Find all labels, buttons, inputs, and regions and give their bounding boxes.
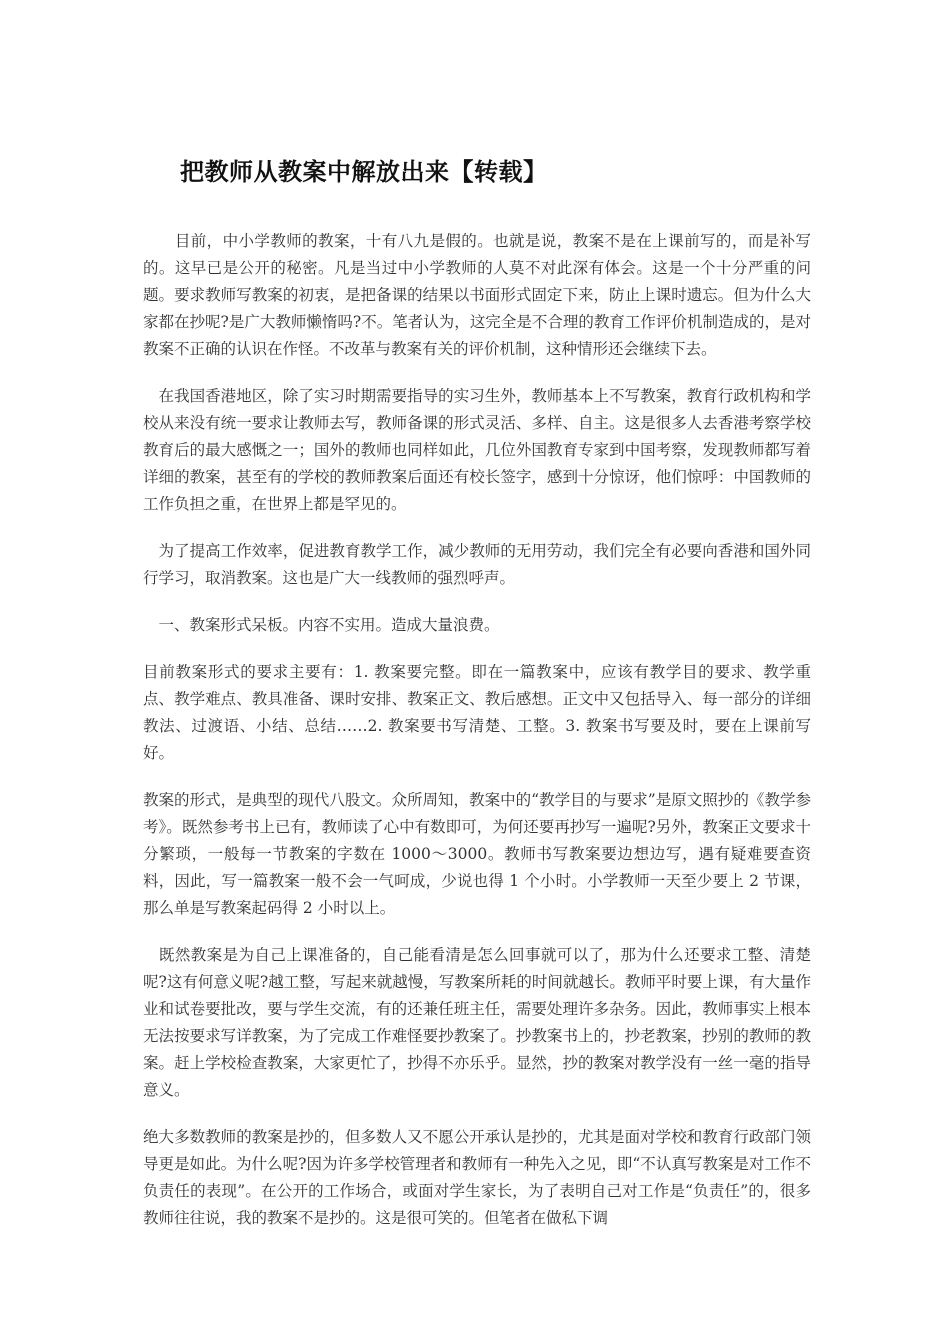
paragraph-efficiency: 为了提高工作效率，促进教育教学工作，减少教师的无用劳动，我们完全有必要向香港和国外同行学习，取消教案。这也是广大一线教师的强烈呼声。 xyxy=(143,542,811,587)
paragraph-hongkong: 在我国香港地区，除了实习时期需要指导的实习生外，教师基本上不写教案，教育行政机构和学校从来没有统一要求让教师去写，教师备课的形式灵活、多样、自主。这是很多人去香港考察学校教育后的最大感慨之一；国外的教师也同样如此，几位外国教育专家到中国考察，发现教师都写着详细的教案，甚至有的学校的教师教案后面还有校长签字，感到十分惊讶，他们惊呼：中国教师的工作负担之重，在世界上都是罕见的。 xyxy=(143,387,811,513)
article-title: 把教师从教案中解放出来【转载】 xyxy=(180,157,548,186)
article-body xyxy=(143,228,811,1252)
paragraph-eight-legged: 教案的形式，是典型的现代八股文。众所周知，教案中的“教学目的与要求”是原文照抄的《教学参考》。既然参考书上已有，教师读了心中有数即可，为何还要再抄写一遍呢?另外，教案正文要求十分繁琐，一般每一节教案的字数在 1000～3000。教师书写教案要边想边写，遇有疑难要查资料，因此，写一篇教案一般不会一气呵成，少说也得 1 个小时。小学教师一天至少要上 2 节课，那么单是写教案起码得 2 小时以上。 xyxy=(143,791,811,917)
paragraph-neatness: 既然教案是为自己上课准备的，自己能看清是怎么回事就可以了，那为什么还要求工整、清楚呢?这有何意义呢?越工整，写起来就越慢，写教案所耗的时间就越长。教师平时要上课，有大量作业和试卷要批改，要与学生交流，有的还兼任班主任，需要处理许多杂务。因此，教师事实上根本无法按要求写详教案，为了完成工作难怪要抄教案了。抄教案书上的，抄老教案，抄别的教师的教案。赶上学校检查教案，大家更忙了，抄得不亦乐乎。显然，抄的教案对教学没有一丝一毫的指导意义。 xyxy=(143,946,811,1099)
paragraph-intro: 目前，中小学教师的教案，十有八九是假的。也就是说，教案不是在上课前写的，而是补写的。这早已是公开的秘密。凡是当过中小学教师的人莫不对此深有体会。这是一个十分严重的问题。要求教师写教案的初衷，是把备课的结果以书面形式固定下来，防止上课时遗忘。但为什么大家都在抄呢?是广大教师懒惰吗?不。笔者认为，这完全是不合理的教育工作评价机制造成的，是对教案不正确的认识在作怪。不改革与教案有关的评价机制，这种情形还会继续下去。 xyxy=(143,232,811,358)
paragraph-copying: 绝大多数教师的教案是抄的，但多数人又不愿公开承认是抄的，尤其是面对学校和教育行政部门领导更是如此。为什么呢?因为许多学校管理者和教师有一种先入之见，即“不认真写教案是对工作不负责任的表现”。在公开的工作场合，或面对学生家长，为了表明自己对工作是“负责任”的，很多教师往往说，我的教案不是抄的。这是很可笑的。但笔者在做私下调 xyxy=(143,1128,811,1227)
paragraph-requirements: 目前教案形式的要求主要有：1. 教案要完整。即在一篇教案中，应该有教学目的要求、教学重点、教学难点、教具准备、课时安排、教案正文、教后感想。正文中又包括导入、每一部分的详细教法、过渡语、小结、总结……2. 教案要书写清楚、工整。3. 教案书写要及时，要在上课前写好。 xyxy=(143,663,811,762)
section-heading-1: 一、教案形式呆板。内容不实用。造成大量浪费。 xyxy=(143,616,500,634)
